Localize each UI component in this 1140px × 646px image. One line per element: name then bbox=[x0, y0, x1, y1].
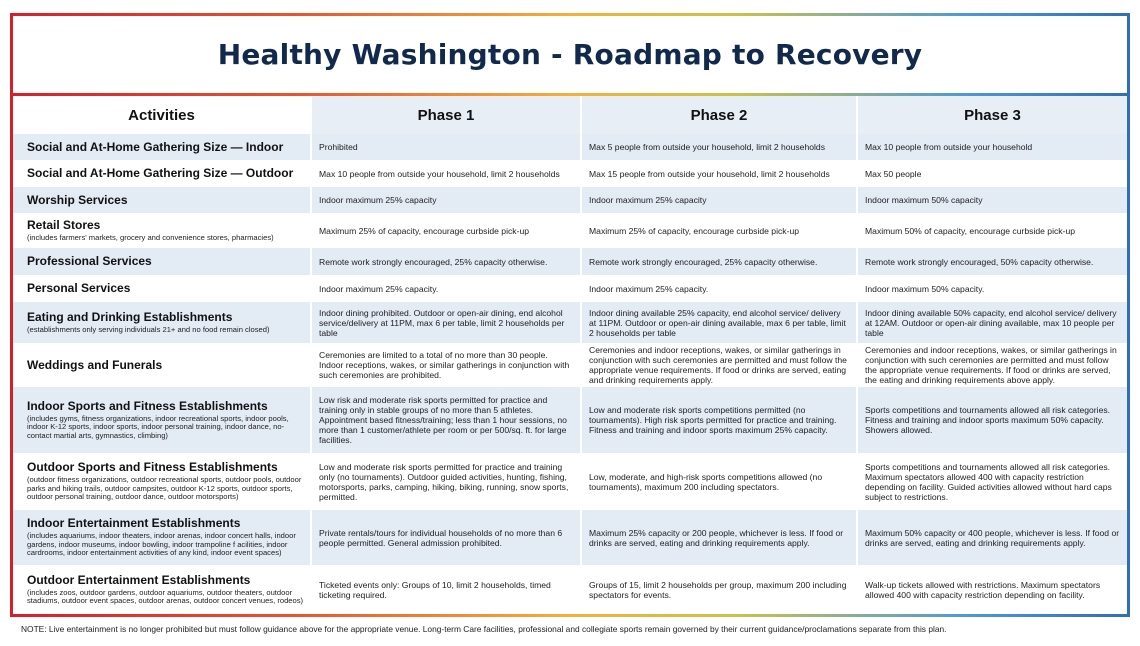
activity-cell bbox=[13, 510, 311, 565]
phase-2-cell: Low and moderate risk sports competitions permitted (no tournaments). High risk sports permitted for practice and training. Fitness and training and indoor sports maximum 25% capacity. bbox=[581, 387, 857, 453]
activity-name: Outdoor Sports and Fitness Establishments bbox=[27, 460, 278, 475]
activity-cell bbox=[13, 343, 311, 387]
roadmap-table bbox=[13, 96, 1127, 614]
phase-3-cell: Ceremonies and indoor receptions, wakes, or similar gatherings in conjunction with such ceremonies are permitted and must follow the appropriate venue requirements. If food or drinks are served, the eating and drinking requirements above apply. bbox=[857, 343, 1127, 387]
table-row bbox=[13, 187, 1127, 213]
activity-cell bbox=[13, 453, 311, 510]
activity-name: Personal Services bbox=[27, 281, 131, 295]
activity-description: (includes farmers' markets, grocery and convenience stores, pharmacies) bbox=[27, 232, 274, 242]
phase-2-cell: Indoor maximum 25% capacity. bbox=[581, 275, 857, 302]
table-row bbox=[13, 275, 1127, 302]
phase-2-cell: Max 15 people from outside your household, limit 2 households bbox=[581, 160, 857, 187]
table-row bbox=[13, 387, 1127, 453]
activity-name: Indoor Entertainment Establishments bbox=[27, 516, 241, 531]
table-row bbox=[13, 302, 1127, 343]
activity-name: Retail Stores bbox=[27, 217, 101, 232]
activity-name: Worship Services bbox=[27, 192, 128, 207]
activity-name: Indoor Sports and Fitness Establishments bbox=[27, 398, 268, 413]
phase-3-cell: Walk-up tickets allowed with restrictions. Maximum spectators allowed 400 with capacity restriction depending on facility. bbox=[857, 565, 1127, 614]
phase-2-cell: Maximum 25% capacity or 200 people, whichever is less. If food or drinks are served, eating and drinking requirements apply. bbox=[581, 510, 857, 565]
activity-cell bbox=[13, 565, 311, 614]
phase-3-cell: Sports competitions and tournaments allowed all risk categories. Fitness and training and indoor sports maximum 50% capacity. Showers allowed. bbox=[857, 387, 1127, 453]
header-phase-1: Phase 1 bbox=[311, 96, 581, 134]
table-row bbox=[13, 565, 1127, 614]
activity-cell bbox=[13, 187, 311, 213]
table-row bbox=[13, 343, 1127, 387]
phase-3-cell: Maximum 50% capacity or 400 people, whichever is less. If food or drinks are served, eating and drinking requirements apply. bbox=[857, 510, 1127, 565]
table-row bbox=[13, 248, 1127, 275]
activity-description: (includes gyms, fitness organizations, indoor recreational sports, indoor pools, indoor K-12 sports, indoor sports, indoor personal training, indoor dance, no-contact martial arts, gymnastics, climbing) bbox=[27, 413, 289, 440]
phase-2-cell: Ceremonies and indoor receptions, wakes, or similar gatherings in conjunction with such ceremonies are permitted and must follow the appropriate venue requirements. If food or drinks are served, eating and drinking requirements apply. bbox=[581, 343, 857, 387]
phase-2-cell: Groups of 15, limit 2 households per group, maximum 200 including spectators for events. bbox=[581, 565, 857, 614]
phase-1-cell: Ceremonies are limited to a total of no more than 30 people. Indoor receptions, wakes, or similar gatherings in conjunction with such ceremonies are prohibited. bbox=[311, 343, 581, 387]
header-phase-2: Phase 2 bbox=[581, 96, 857, 134]
phase-1-cell: Low risk and moderate risk sports permitted for practice and training only in stable groups of no more than 5 athletes. Appointment based fitness/training; less than 1 hour sessions, no more than 1 customer/athlete per room or per 500/sq. ft. for large facilities. bbox=[311, 387, 581, 453]
header-phase-3: Phase 3 bbox=[857, 96, 1127, 134]
activity-cell bbox=[13, 248, 311, 275]
table-row bbox=[13, 160, 1127, 187]
activity-name: Social and At-Home Gathering Size — Indoor bbox=[27, 139, 284, 154]
phase-3-cell: Indoor dining available 50% capacity, end alcohol service/ delivery at 12AM. Outdoor or open-air dining available, max 10 people per table bbox=[857, 302, 1127, 343]
activity-cell bbox=[13, 302, 311, 343]
table-row bbox=[13, 213, 1127, 248]
phase-3-cell: Maximum 50% of capacity, encourage curbside pick-up bbox=[857, 213, 1127, 248]
phase-1-cell: Indoor dining prohibited. Outdoor or open-air dining, end alcohol service/delivery at 11PM, max 6 per table, limit 2 households per table bbox=[311, 302, 581, 343]
phase-2-cell: Remote work strongly encouraged, 25% capacity otherwise. bbox=[581, 248, 857, 275]
phase-3-cell: Indoor maximum 50% capacity bbox=[857, 187, 1127, 213]
phase-2-cell: Indoor dining available 25% capacity, end alcohol service/ delivery at 11PM. Outdoor or open-air dining available, max 6 per table, limit 2 households per table bbox=[581, 302, 857, 343]
phase-1-cell: Remote work strongly encouraged, 25% capacity otherwise. bbox=[311, 248, 581, 275]
phase-2-cell: Low, moderate, and high-risk sports competitions allowed (no tournaments), maximum 200 including spectators. bbox=[581, 453, 857, 510]
phase-2-cell: Indoor maximum 25% capacity bbox=[581, 187, 857, 213]
phase-2-cell: Max 5 people from outside your household, limit 2 households bbox=[581, 134, 857, 160]
phase-1-cell: Indoor maximum 25% capacity bbox=[311, 187, 581, 213]
activity-description: (establishments only serving individuals 21+ and no food remain closed) bbox=[27, 324, 270, 334]
phase-1-cell: Private rentals/tours for individual households of no more than 6 people permitted. General admission prohibited. bbox=[311, 510, 581, 565]
phase-1-cell: Low and moderate risk sports permitted for practice and training only (no tournaments). Outdoor guided activities, hunting, fishing, motorsports, parks, camping, hiking, biking, running, snow sports, permitted. bbox=[311, 453, 581, 510]
phase-1-cell: Indoor maximum 25% capacity. bbox=[311, 275, 581, 302]
phase-3-cell: Indoor maximum 50% capacity. bbox=[857, 275, 1127, 302]
table-row bbox=[13, 134, 1127, 160]
activity-cell bbox=[13, 213, 311, 248]
activity-name: Eating and Drinking Establishments bbox=[27, 309, 233, 324]
phase-3-cell: Max 50 people bbox=[857, 160, 1127, 187]
table-row bbox=[13, 510, 1127, 565]
phase-2-cell: Maximum 25% of capacity, encourage curbside pick-up bbox=[581, 213, 857, 248]
phase-1-cell: Max 10 people from outside your household, limit 2 households bbox=[311, 160, 581, 187]
activity-name: Social and At-Home Gathering Size — Outdoor bbox=[27, 166, 294, 180]
table-row bbox=[13, 453, 1127, 510]
phase-1-cell: Maximum 25% of capacity, encourage curbside pick-up bbox=[311, 213, 581, 248]
phase-3-cell: Max 10 people from outside your household bbox=[857, 134, 1127, 160]
activity-cell bbox=[13, 134, 311, 160]
header-row bbox=[13, 96, 1127, 134]
footnote: NOTE: Live entertainment is no longer prohibited but must follow guidance above for the appropriate venue. Long-term Care facilities, professional and collegiate sports remain governed by their current guidance/proclamations separate from this plan. bbox=[21, 624, 947, 634]
roadmap-frame bbox=[10, 13, 1130, 617]
phase-1-cell: Ticketed events only: Groups of 10, limit 2 households, timed ticketing required. bbox=[311, 565, 581, 614]
activity-name: Outdoor Entertainment Establishments bbox=[27, 572, 251, 587]
activity-name: Professional Services bbox=[27, 254, 152, 268]
activity-cell bbox=[13, 275, 311, 302]
activity-name: Weddings and Funerals bbox=[27, 357, 163, 372]
phase-3-cell: Remote work strongly encouraged, 50% capacity otherwise. bbox=[857, 248, 1127, 275]
page-title: Healthy Washington - Roadmap to Recovery bbox=[217, 38, 923, 71]
phase-3-cell: Sports competitions and tournaments allowed all risk categories. Maximum spectators allowed 400 with capacity restriction depending on facility. Guided activities allowed without hard caps subject to restrictions. bbox=[857, 453, 1127, 510]
activity-description: (outdoor fitness organizations, outdoor recreational sports, outdoor pools, outdoor parks and hiking trails, outdoor campsites, outdoor K-12 sports, outdoor sports, outdoor personal training, outdoor dance, outdoor motorsports) bbox=[27, 475, 302, 502]
activity-cell bbox=[13, 160, 311, 187]
activity-description: (includes aquariums, indoor theaters, indoor arenas, indoor concert halls, indoor gardens, indoor museums, indoor bowling, indoor trampoline f acilities, indoor cardrooms, indoor entertainment activities of any kind, indoor event spaces) bbox=[27, 531, 296, 558]
activity-cell bbox=[13, 387, 311, 453]
phase-1-cell: Prohibited bbox=[311, 134, 581, 160]
header-activities: Activities bbox=[128, 106, 195, 124]
activity-description: (includes zoos, outdoor gardens, outdoor aquariums, outdoor theaters, outdoor stadiums, outdoor event spaces, outdoor arenas, outdoor concert venues, rodeos) bbox=[27, 587, 304, 605]
